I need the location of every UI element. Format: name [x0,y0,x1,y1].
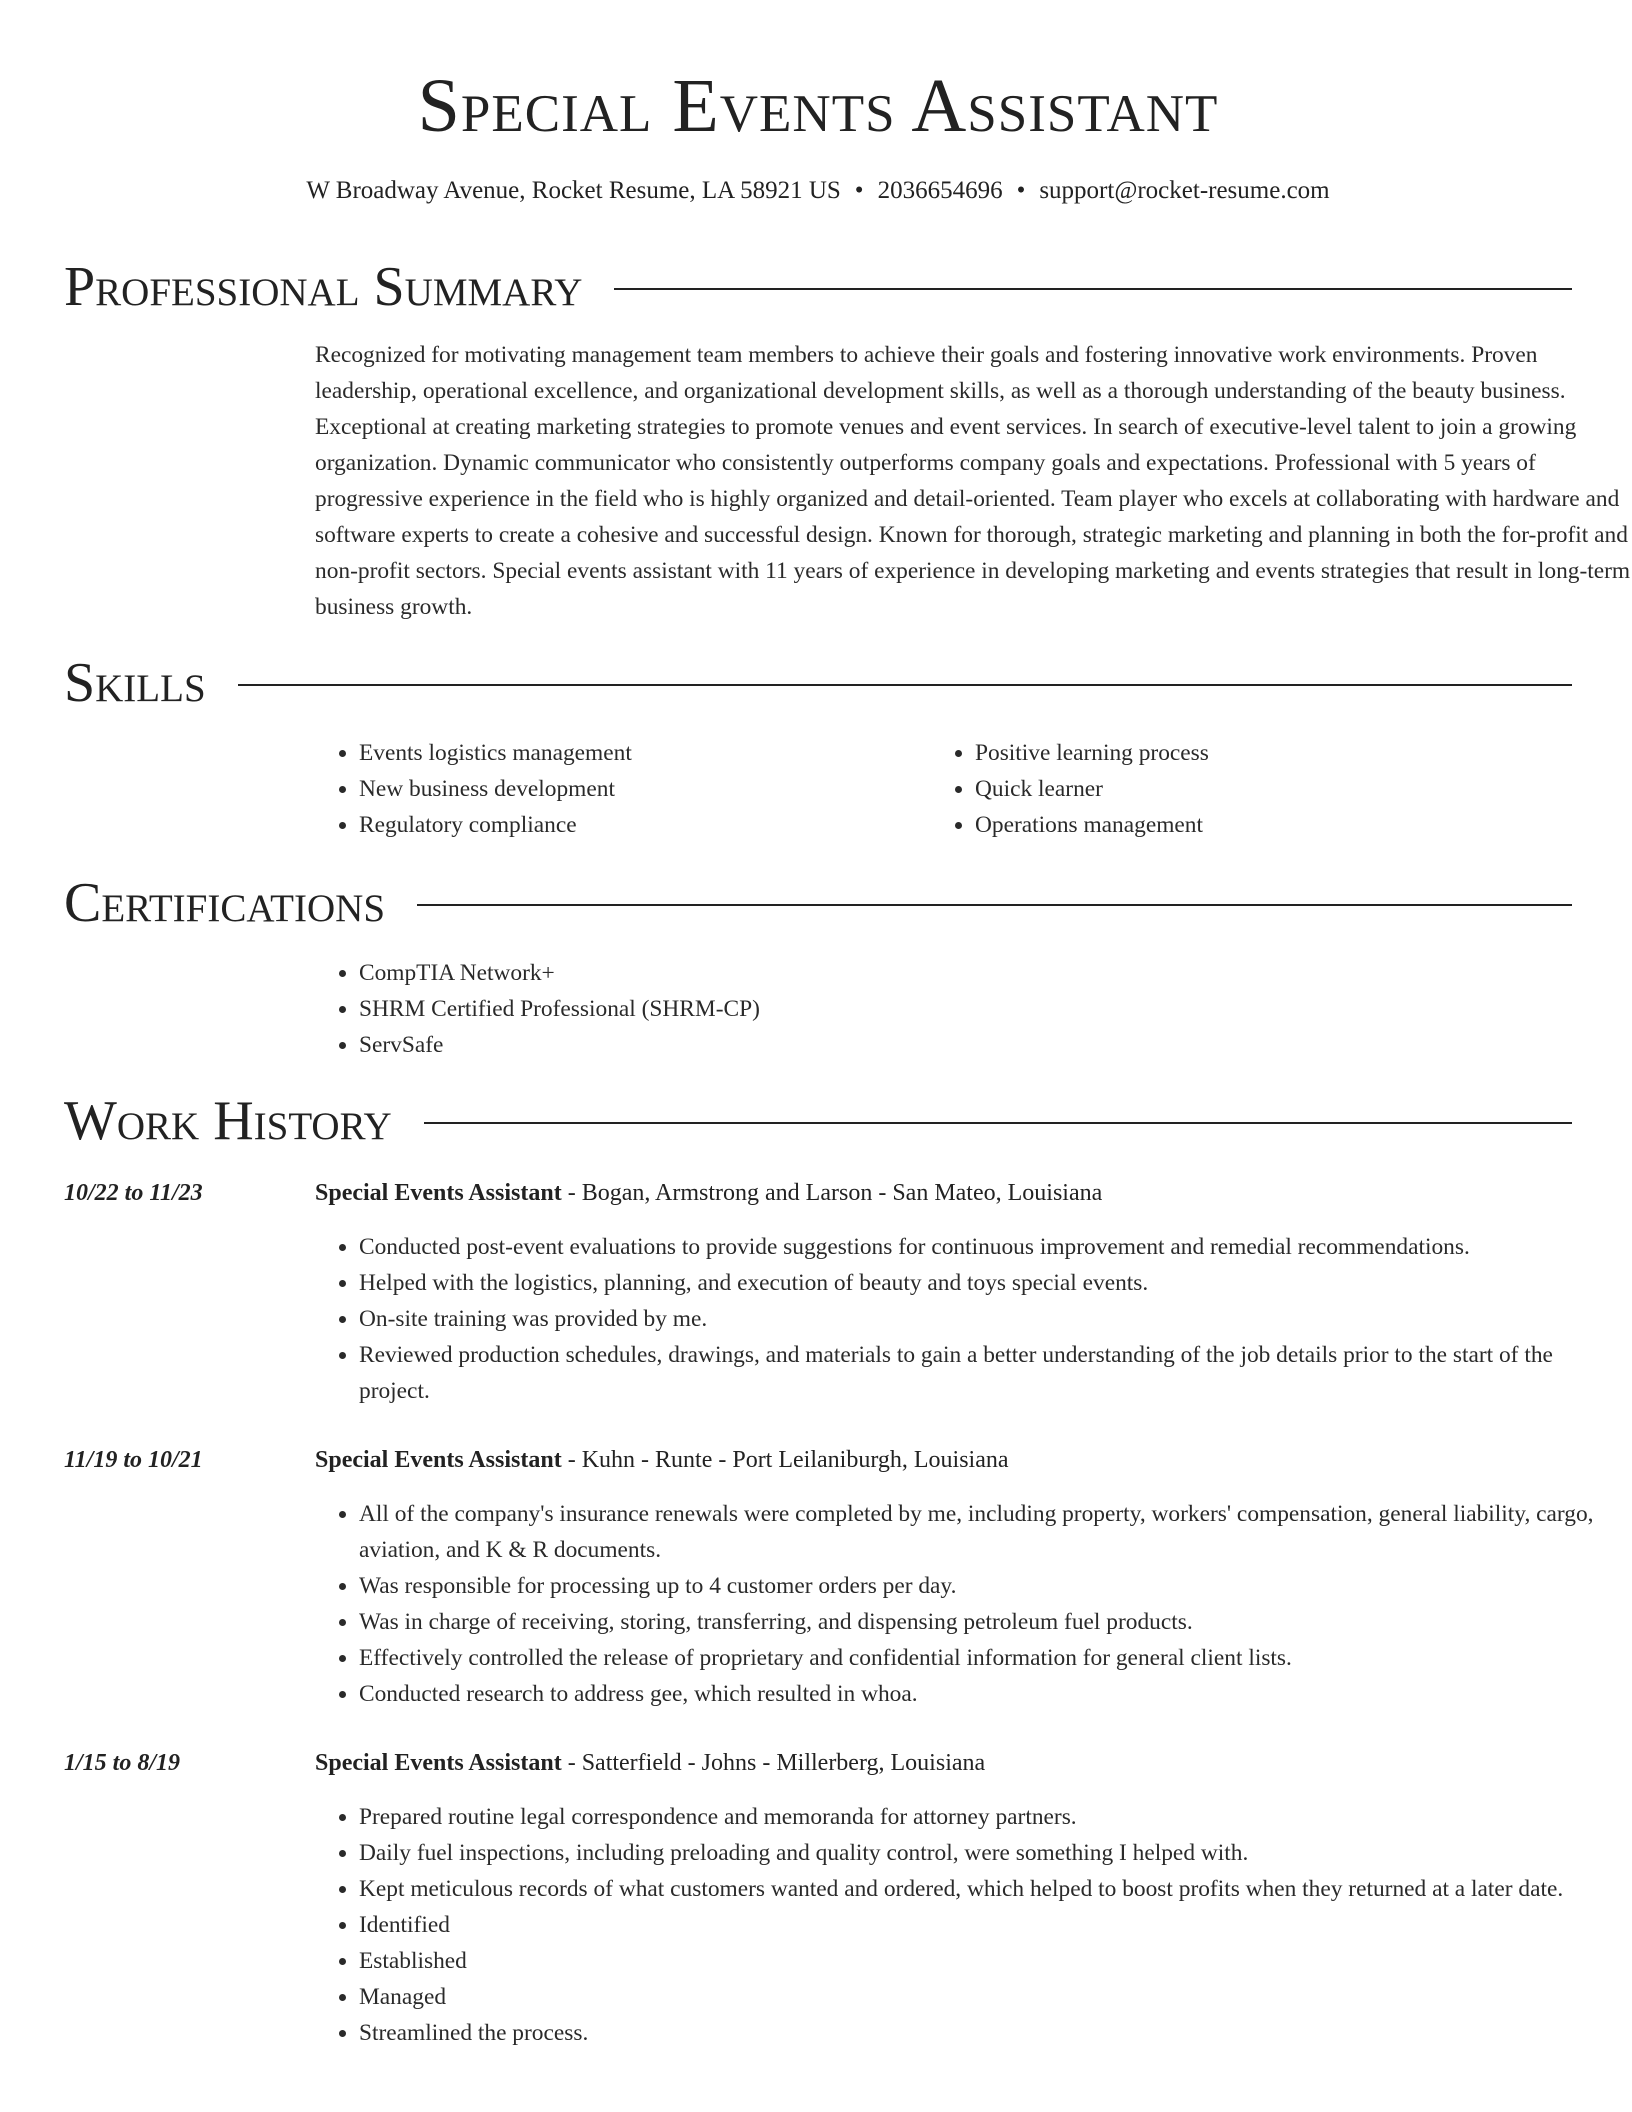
skills-list-right [931,735,1531,843]
skill-item: • Operations management [975,807,1531,843]
job-title-line [315,1745,1572,1781]
job-dates: 1/15 to 8/19 [64,1750,181,1776]
summary-section-header [64,254,1572,320]
job-bullet: • Identified [359,1907,1615,1943]
contact-line [64,174,1572,208]
certification-item: • CompTIA Network+ [359,955,1115,991]
job-title: Special Events Assistant [315,1447,562,1473]
job-employer: - Satterfield - Johns - Millerberg, Louisiana [561,1750,986,1776]
job-bullet: • All of the company's insurance renewals were completed by me, including property, workers' compensation, general liability, cargo, aviation, and K & R documents. [359,1496,1615,1568]
job-employer: - Kuhn - Runte - Port Leilaniburgh, Louisiana [561,1447,1009,1473]
work-history-heading: Work History [64,1090,392,1152]
skill-item: • Quick learner [975,771,1531,807]
job-bullet: • Effectively controlled the release of proprietary and confidential information for general client lists. [359,1640,1615,1676]
certification-item: • ServSafe [359,1027,1115,1063]
skill-item: • New business development [359,771,915,807]
certifications-list [315,955,1115,1063]
contact-email: support@rocket-resume.com [1039,177,1330,204]
certifications-section-header [64,870,1572,936]
job-bullet: • Was responsible for processing up to 4 customer orders per day. [359,1568,1615,1604]
job-bullet: • Kept meticulous records of what customers wanted and ordered, which helped to boost profits when they returned at a later date. [359,1871,1615,1907]
job-title-line [315,1442,1572,1478]
job-bullet: • Established [359,1943,1615,1979]
certification-item: • SHRM Certified Professional (SHRM-CP) [359,991,1115,1027]
job-bullet: • Managed [359,1979,1615,2015]
contact-address: W Broadway Avenue, Rocket Resume, LA 58921 US [306,177,841,204]
certifications-heading: Certifications [64,872,386,934]
section-divider [424,1122,1572,1124]
contact-phone: 2036654696 [877,177,1003,204]
contact-separator: • [1016,177,1026,204]
summary-heading: Professional Summary [64,256,583,318]
section-divider [417,904,1572,906]
skill-item: • Positive learning process [975,735,1531,771]
section-divider [614,288,1572,290]
job-bullet: • Conducted post-event evaluations to provide suggestions for continuous improvement and remedial recommendations. [359,1229,1615,1265]
skills-list-left [315,735,915,843]
candidate-name: Special Events Assistant [417,64,1219,148]
skill-item: • Events logistics management [359,735,915,771]
job-title-line [315,1175,1572,1211]
job-bullet: • Streamlined the process. [359,2015,1615,2051]
job-bullets [315,1496,1615,1712]
section-divider [238,684,1572,686]
job-title: Special Events Assistant [315,1180,562,1206]
job-bullet: • On-site training was provided by me. [359,1301,1615,1337]
contact-separator: • [854,177,864,204]
job-bullet: • Daily fuel inspections, including preloading and quality control, were something I helped with. [359,1835,1615,1871]
job-bullet: • Reviewed production schedules, drawings, and materials to gain a better understanding of the job details prior to the start of the project. [359,1337,1615,1409]
job-bullet: • Was in charge of receiving, storing, transferring, and dispensing petroleum fuel products. [359,1604,1615,1640]
skills-section-header [64,650,1572,716]
job-dates: 10/22 to 11/23 [64,1180,203,1206]
job-dates: 11/19 to 10/21 [64,1447,203,1473]
job-bullet: • Prepared routine legal correspondence and memoranda for attorney partners. [359,1799,1615,1835]
job-bullets [315,1799,1615,2051]
job-employer: - Bogan, Armstrong and Larson - San Mateo, Louisiana [561,1180,1103,1206]
summary-text: Recognized for motivating management team members to achieve their goals and fostering innovative work environments. Proven leadership, operational excellence, and organizational development skills, as well as a thorough understanding of the beauty business. Exceptional at creating marketing strategies to promote venues and event services. In search of executive-level talent to join a growing organization. Dynamic communicator who consistently outperforms company goals and expectations. Professional with 5 years of progressive experience in the field who is highly organized and detail-oriented. Team player who excels at collaborating with hardware and software experts to create a cohesive and successful design. Known for thorough, strategic marketing and planning in both the for-profit and non-profit sectors. Special events assistant with 11 years of experience in developing marketing and events strategies that result in long-term business growth. [315,342,1631,620]
skill-item: • Regulatory compliance [359,807,915,843]
job-bullet: • Helped with the logistics, planning, and execution of beauty and toys special events. [359,1265,1615,1301]
work-history-section-header [64,1088,1572,1154]
job-title: Special Events Assistant [315,1750,562,1776]
job-bullets [315,1229,1615,1409]
skills-heading: Skills [64,652,206,714]
job-bullet: • Conducted research to address gee, which resulted in whoa. [359,1676,1615,1712]
